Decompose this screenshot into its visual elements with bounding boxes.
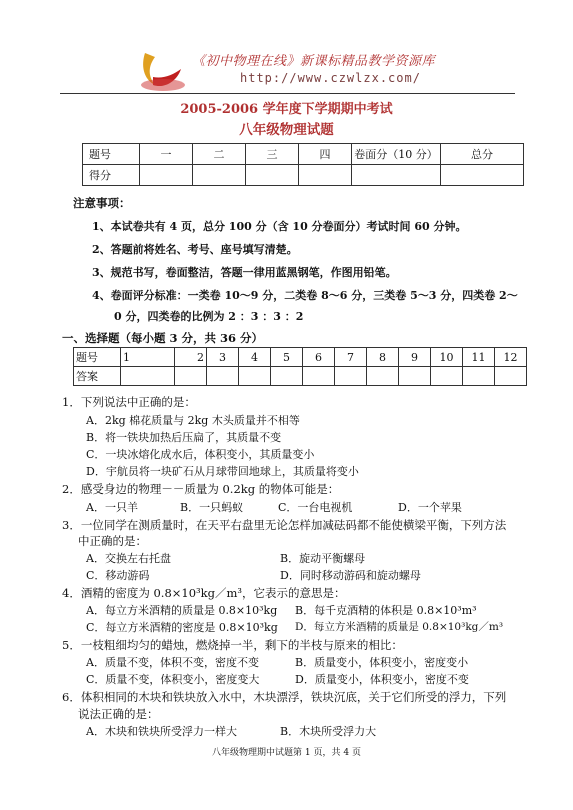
answer-cell: 12 <box>495 348 527 367</box>
question-stem-continued: 说法正确的是： <box>78 707 159 721</box>
score-table-row <box>83 144 524 165</box>
answer-input-cell[interactable] <box>367 367 399 386</box>
notice-heading: 注意事项： <box>73 196 131 210</box>
answer-cell: 4 <box>239 348 271 367</box>
score-cell: 题号 <box>83 144 140 165</box>
answer-input-cell[interactable] <box>335 367 367 386</box>
exam-subtitle: 八年级物理试题 <box>239 122 334 138</box>
score-cell: 得分 <box>83 165 140 186</box>
answer-input-cell[interactable] <box>399 367 431 386</box>
answer-cell: 3 <box>207 348 239 367</box>
score-cell: 四 <box>299 144 352 165</box>
question-option: D．宇航员将一块矿石从月球带回地球上，其质量将变小 <box>86 465 359 478</box>
question-option: C．一块冰熔化成水后，体积变小，其质量变小 <box>86 448 315 461</box>
score-input-cell[interactable] <box>246 165 299 186</box>
question-option: B．每千克酒精的体积是 0.8×10³m³ <box>295 604 477 617</box>
question-option: A．质量不变，体积不变，密度不变 <box>86 656 259 669</box>
notice-item: 1、本试卷共有 4 页，总分 100 分（含 10 分卷面分）考试时间 60 分钟。 <box>92 220 467 233</box>
answer-table <box>73 347 527 386</box>
question-stem: 3．一位同学在测质量时，在天平右盘里无论怎样加减砝码都不能使横梁平衡，下列方法 <box>62 518 507 532</box>
score-cell: 二 <box>193 144 246 165</box>
answer-input-cell[interactable] <box>175 367 207 386</box>
answer-cell: 8 <box>367 348 399 367</box>
question-option: D．同时移动游码和旋动螺母 <box>280 569 421 582</box>
banner-title: 《初中物理在线》新课标精品教学资源库 <box>192 54 436 69</box>
question-option: C．每立方米酒精的密度是 0.8×10³kg <box>86 621 278 634</box>
answer-cell: 10 <box>431 348 463 367</box>
score-cell: 总分 <box>441 144 524 165</box>
section-heading: 一、选择题（每小题 3 分，共 36 分） <box>62 331 264 345</box>
score-input-cell[interactable] <box>441 165 524 186</box>
score-input-cell[interactable] <box>352 165 441 186</box>
question-option: A．一只羊 <box>86 501 138 514</box>
answer-input-cell[interactable] <box>121 367 175 386</box>
answer-table-row <box>74 348 527 367</box>
answer-cell: 11 <box>463 348 495 367</box>
answer-cell: 5 <box>271 348 303 367</box>
question-option: D．一个苹果 <box>398 501 462 514</box>
question-stem: 4．酒精的密度为 0.8×10³kg／m³，它表示的意思是： <box>62 586 346 600</box>
answer-cell: 答案 <box>74 367 121 386</box>
score-input-cell[interactable] <box>299 165 352 186</box>
question-stem: 1．下列说法中正确的是： <box>62 395 196 409</box>
score-cell: 卷面分（10 分） <box>352 144 441 165</box>
answer-input-cell[interactable] <box>495 367 527 386</box>
question-option: B．将一铁块加热后压扁了，其质量不变 <box>86 431 282 444</box>
site-logo <box>133 45 193 95</box>
score-table <box>82 143 524 186</box>
question-option: A．交换左右托盘 <box>86 552 171 565</box>
answer-cell: 7 <box>335 348 367 367</box>
question-option: B．一只蚂蚁 <box>180 501 244 514</box>
question-option: B．质量变小，体积变小，密度变小 <box>295 656 469 669</box>
answer-input-cell[interactable] <box>303 367 335 386</box>
answer-cell: 2 <box>175 348 207 367</box>
answer-cell: 9 <box>399 348 431 367</box>
answer-input-cell[interactable] <box>207 367 239 386</box>
score-table-row <box>83 165 524 186</box>
exam-title: 2005-2006 学年度下学期期中考试 <box>180 102 393 117</box>
answer-cell: 6 <box>303 348 335 367</box>
answer-input-cell[interactable] <box>271 367 303 386</box>
question-option: C．一台电视机 <box>278 501 353 514</box>
question-option: A．木块和铁块所受浮力一样大 <box>86 725 237 738</box>
question-stem: 2．感受身边的物理－－质量为 0.2kg 的物体可能是： <box>62 482 340 496</box>
question-option: D．每立方米酒精的质量是 0.8×10³kg／m³ <box>295 621 504 633</box>
question-option: C．质量不变，体积变小，密度变大 <box>86 673 260 686</box>
answer-cell: 1 <box>121 348 175 367</box>
question-option: B．旋动平衡螺母 <box>280 552 366 565</box>
score-input-cell[interactable] <box>193 165 246 186</box>
answer-table-row <box>74 367 527 386</box>
question-option: C．移动游码 <box>86 569 150 582</box>
notice-item: 0 分，四类卷的比例为 2 ：3 ：3 ：2 <box>114 310 304 323</box>
notice-item: 3、规范书写，卷面整洁，答题一律用蓝黑钢笔，作图用铅笔。 <box>92 266 397 279</box>
question-option: D．质量变小，体积变小，密度不变 <box>295 673 469 686</box>
answer-input-cell[interactable] <box>463 367 495 386</box>
score-cell: 一 <box>140 144 193 165</box>
answer-input-cell[interactable] <box>431 367 463 386</box>
question-stem-continued: 中正确的是： <box>78 534 147 548</box>
notice-item: 2、答题前将姓名、考号、座号填写清楚。 <box>92 243 298 256</box>
page-footer: 八年级物理期中试题第 1 页，共 4 页 <box>212 748 361 758</box>
question-option: A．每立方米酒精的质量是 0.8×10³kg <box>86 604 278 617</box>
score-cell: 三 <box>246 144 299 165</box>
answer-cell: 题号 <box>74 348 121 367</box>
header-divider <box>60 93 515 94</box>
score-input-cell[interactable] <box>140 165 193 186</box>
question-option: B．木块所受浮力大 <box>280 725 377 738</box>
question-stem: 5．一枝粗细均匀的蜡烛，燃烧掉一半，剩下的半枝与原来的相比： <box>62 638 403 652</box>
answer-input-cell[interactable] <box>239 367 271 386</box>
banner-url[interactable]: http://www.czwlzx.com/ <box>240 71 421 85</box>
notice-item: 4、卷面评分标准：一类卷 10～9 分，二类卷 8～6 分，三类卷 5～3 分，四类卷 2～ <box>92 289 518 302</box>
question-stem: 6．体积相同的木块和铁块放入水中，木块漂浮，铁块沉底，关于它们所受的浮力，下列 <box>62 690 507 704</box>
question-option: A．2kg 棉花质量与 2kg 木头质量并不相等 <box>86 414 300 427</box>
